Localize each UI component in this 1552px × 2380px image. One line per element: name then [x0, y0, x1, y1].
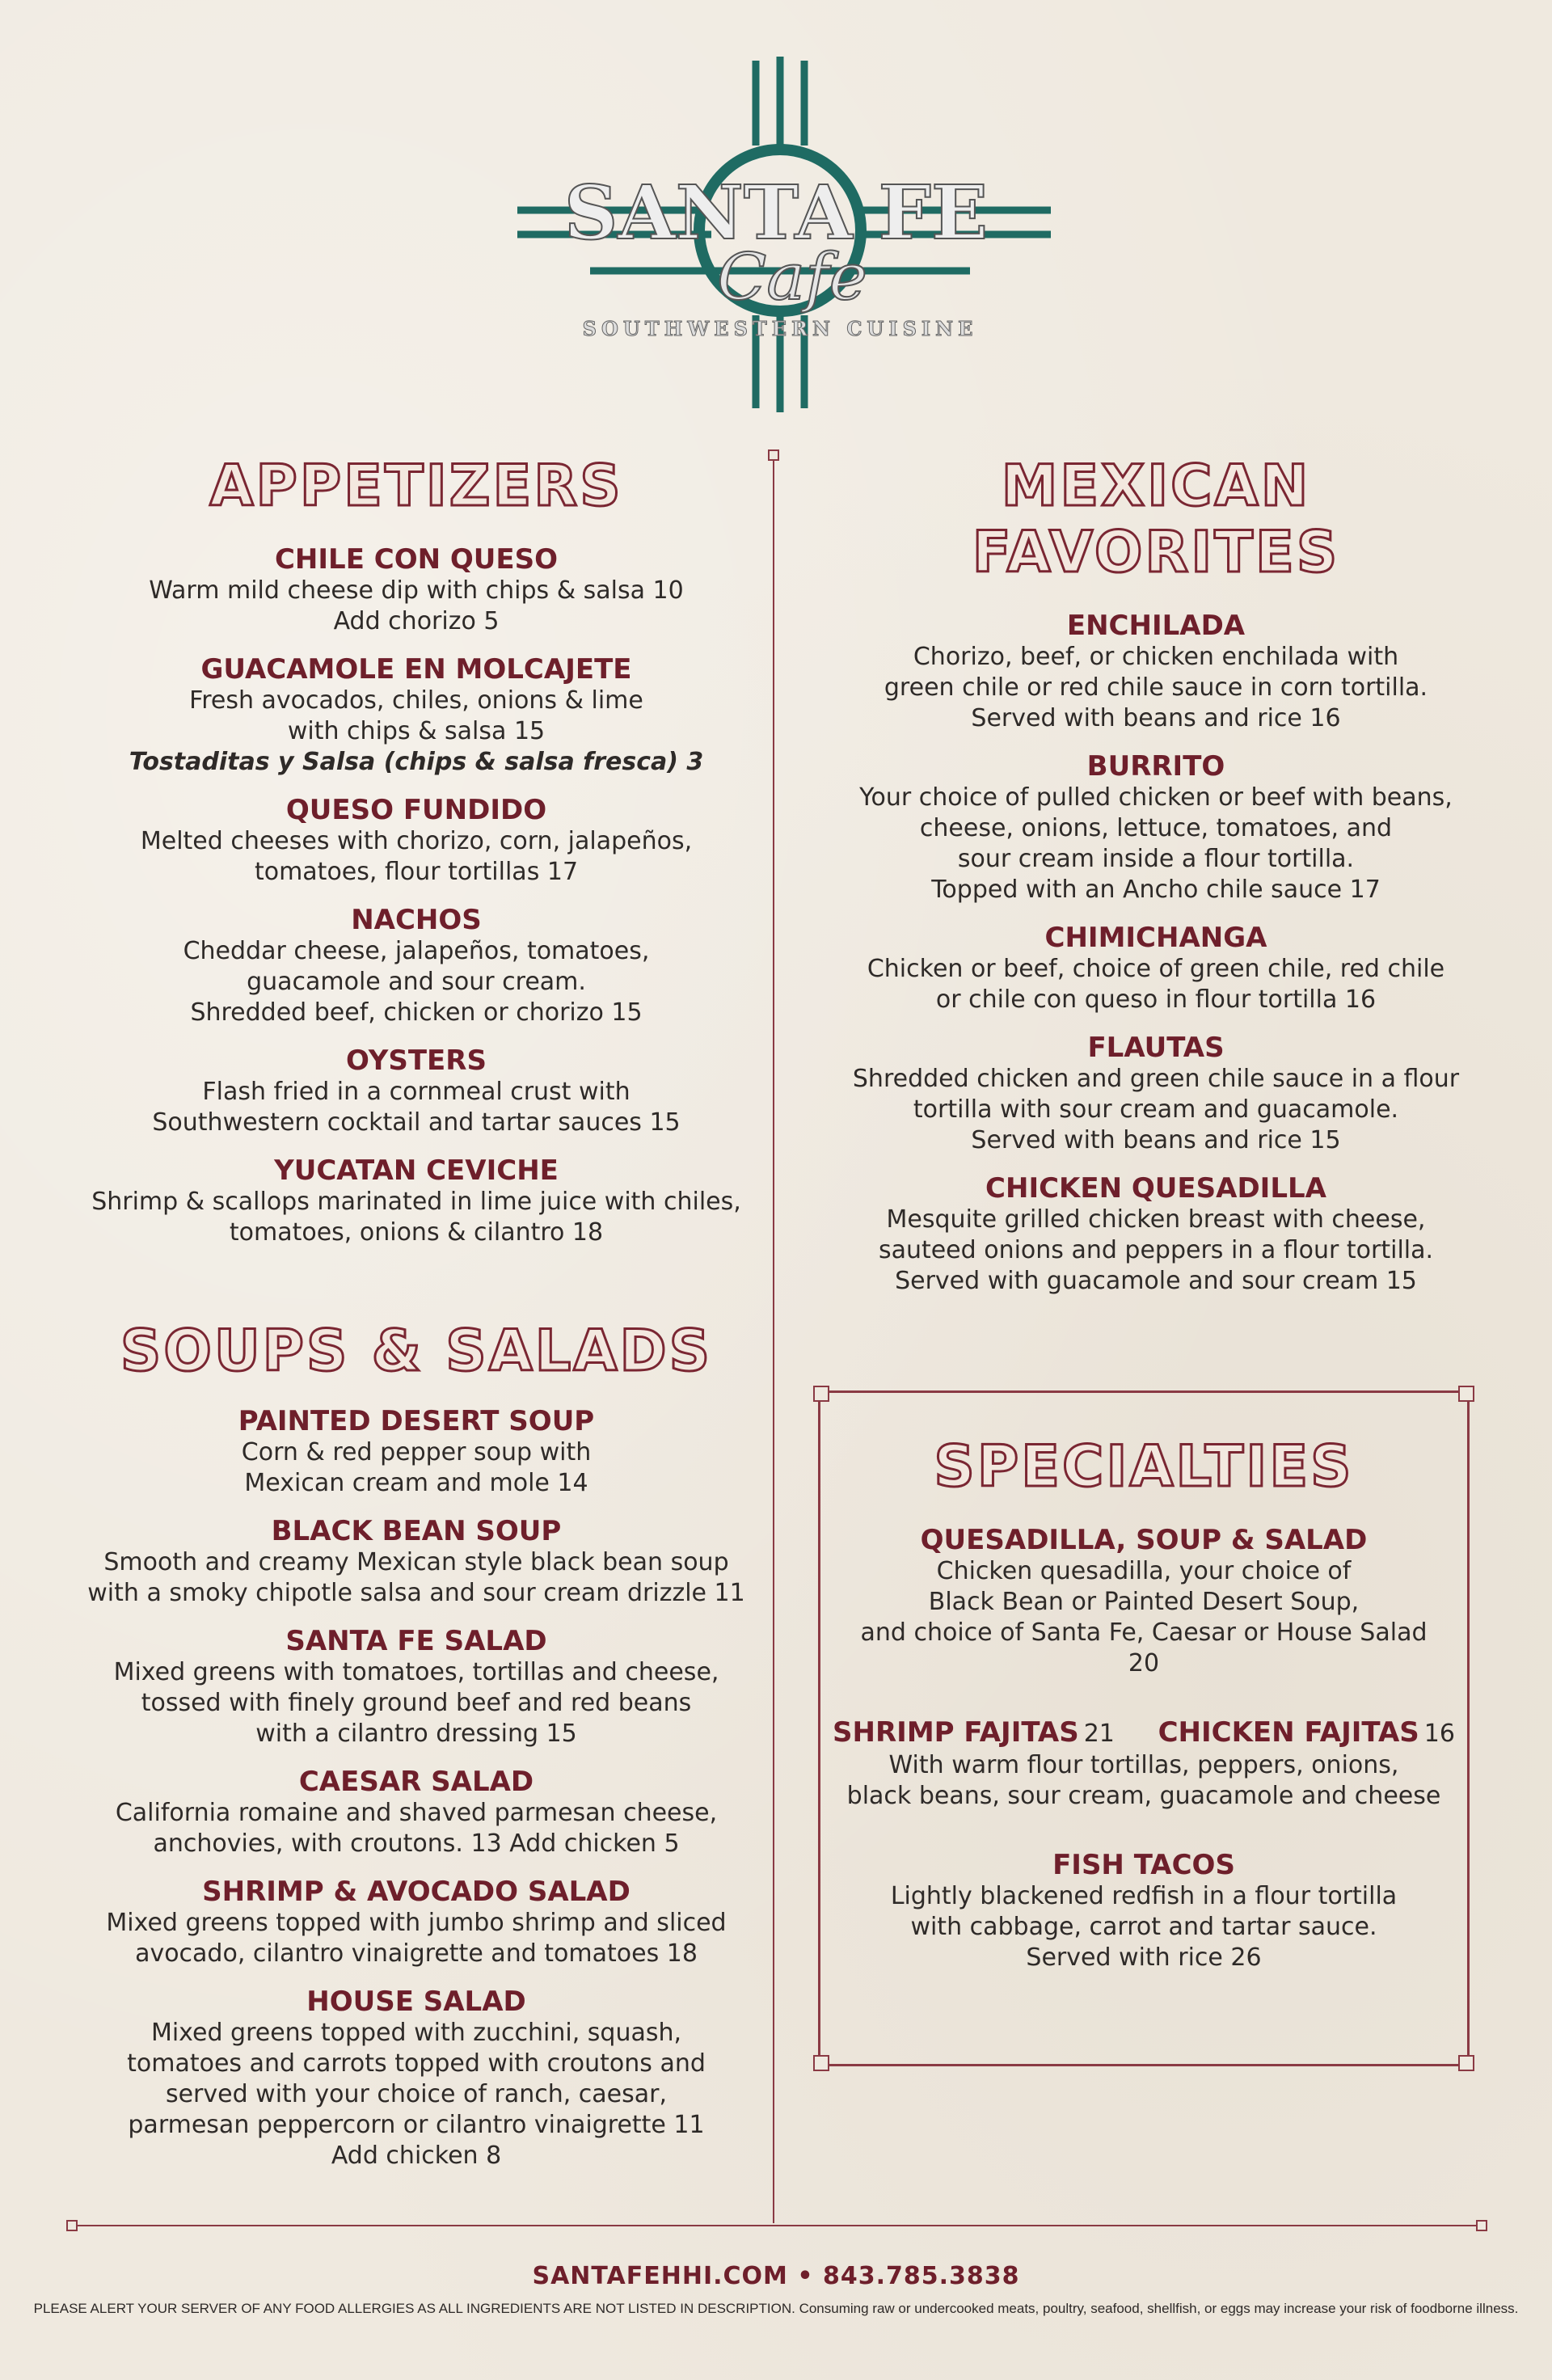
divider-dot-right	[1476, 2220, 1487, 2231]
item-desc-line: Melted cheeses with chorizo, corn, jalapeños,	[140, 827, 693, 855]
box-corner	[813, 2055, 829, 2071]
item-name: CHILE CON QUESO	[274, 543, 559, 576]
logo-name: SANTA FE	[563, 169, 989, 256]
appetizers-list	[48, 543, 784, 1248]
divider-dot-left	[66, 2220, 78, 2231]
item-name: FLAUTAS	[1087, 1032, 1225, 1064]
fajitas-row	[820, 1716, 1467, 1750]
item-desc-line: Served with guacamole and sour cream 15	[895, 1267, 1417, 1295]
box-corner	[813, 1386, 829, 1402]
item-desc-line: with cabbage, carrot and tartar sauce.	[910, 1913, 1377, 1941]
item-desc-line: or chile con queso in flour tortilla 16	[935, 985, 1377, 1014]
item-desc-line: green chile or red chile sauce in corn tortilla.	[884, 673, 1428, 702]
item-desc-line: Fresh avocados, chiles, onions & lime	[189, 686, 643, 715]
item-desc-line: Served with rice 26	[1026, 1943, 1262, 1972]
menu-item	[48, 1876, 784, 1969]
soups-section	[48, 1318, 784, 2188]
item-name: HOUSE SALAD	[306, 1985, 526, 2018]
appetizers-section	[48, 453, 784, 1264]
mexican-section	[808, 453, 1504, 1313]
item-desc-line: tomatoes, flour tortillas 17	[254, 858, 579, 886]
mexican-heading: MEXICAN FAVORITES	[972, 453, 1340, 585]
item-name: NACHOS	[351, 904, 482, 936]
item-name: ENCHILADA	[1066, 610, 1246, 642]
mexican-list	[808, 610, 1504, 1297]
item-name: BURRITO	[1086, 750, 1225, 783]
item-desc-line: Your choice of pulled chicken or beef with beans,	[859, 783, 1453, 812]
item-desc-line: Lightly blackened redfish in a flour tortilla	[890, 1882, 1398, 1910]
menu-item	[808, 610, 1504, 734]
santa-fe-logo	[469, 49, 1083, 420]
menu-item	[48, 653, 784, 778]
item-desc-line: tortilla with sour cream and guacamole.	[913, 1095, 1399, 1124]
item-desc-line: tomatoes and carrots topped with croutons and	[127, 2049, 706, 2078]
item-name: CHIMICHANGA	[1044, 922, 1267, 954]
item-desc-line: sauteed onions and peppers in a flour tortilla.	[878, 1236, 1434, 1264]
menu-item	[48, 1154, 784, 1248]
item-desc-line: Shredded beef, chicken or chorizo 15	[190, 998, 643, 1027]
item-desc-line: served with your choice of ranch, caesar,	[165, 2080, 668, 2108]
item-desc-line: Flash fried in a cornmeal crust with	[202, 1078, 630, 1106]
item-desc-line: Mixed greens with tomatoes, tortillas and cheese,	[113, 1658, 719, 1686]
item-name: QUESO FUNDIDO	[285, 794, 547, 826]
menu-item	[48, 1044, 784, 1138]
logo-script: Cafe	[717, 239, 867, 314]
item-desc-line: Chorizo, beef, or chicken enchilada with	[913, 643, 1399, 671]
menu-item	[808, 1172, 1504, 1297]
item-desc-line: Black Bean or Painted Desert Soup,	[928, 1588, 1360, 1616]
item-name: CHICKEN QUESADILLA	[985, 1172, 1326, 1205]
soups-heading: SOUPS & SALADS	[120, 1318, 713, 1384]
item-desc-line: with a smoky chipotle salsa and sour cream drizzle 11	[87, 1579, 745, 1607]
item-desc-line: Shrimp & scallops marinated in lime juice with chiles,	[91, 1188, 741, 1216]
item-desc-line: Southwestern cocktail and tartar sauces 15	[152, 1108, 681, 1137]
menu-item	[48, 1625, 784, 1749]
item-desc-line: Add chicken 8	[331, 2142, 502, 2170]
item-desc-line: Mixed greens topped with jumbo shrimp and sliced	[106, 1909, 727, 1937]
item-name: SHRIMP & AVOCADO SALAD	[202, 1876, 630, 1908]
item-name: SHRIMP FAJITAS	[833, 1716, 1079, 1749]
item-desc-line: tomatoes, onions & cilantro 18	[229, 1218, 604, 1247]
menu-item	[48, 904, 784, 1028]
item-name: CAESAR SALAD	[298, 1766, 534, 1798]
item-desc-line: California romaine and shaved parmesan cheese,	[115, 1799, 718, 1827]
menu-item	[820, 1849, 1467, 1973]
item-name: BLACK BEAN SOUP	[271, 1515, 562, 1547]
menu-item	[808, 750, 1504, 905]
item-desc-line: Served with beans and rice 16	[971, 704, 1341, 732]
menu-item	[48, 1405, 784, 1499]
item-desc-line: Corn & red pepper soup with	[241, 1438, 592, 1466]
item-desc-line: Shredded chicken and green chile sauce in a flour	[852, 1065, 1460, 1093]
menu-item	[48, 794, 784, 888]
menu-item	[48, 543, 784, 637]
box-corner	[1458, 1386, 1474, 1402]
item-desc-line: With warm flour tortillas, peppers, onions,	[888, 1751, 1399, 1779]
item-desc-line: parmesan peppercorn or cilantro vinaigrette 11	[128, 2111, 705, 2139]
item-name: YUCATAN CEVICHE	[274, 1154, 559, 1187]
item-name: FISH TACOS	[1052, 1849, 1235, 1881]
item-desc-line: and choice of Santa Fe, Caesar or House Salad	[860, 1618, 1428, 1647]
bottom-divider	[71, 2225, 1481, 2226]
box-corner	[1458, 2055, 1474, 2071]
item-desc-line: sour cream inside a flour tortilla.	[957, 845, 1355, 873]
item-desc-line: cheese, onions, lettuce, tomatoes, and	[919, 814, 1393, 842]
item-desc-line: Served with beans and rice 15	[971, 1126, 1341, 1154]
item-name: SANTA FE SALAD	[285, 1625, 547, 1657]
menu-item	[808, 1032, 1504, 1156]
footer-contact: SANTAFEHHI.COM • 843.785.3838	[532, 2262, 1020, 2290]
item-desc-line: with a cilantro dressing 15	[255, 1720, 577, 1748]
item-desc-line: Warm mild cheese dip with chips & salsa 10	[149, 576, 684, 605]
menu-item	[48, 1766, 784, 1859]
item-desc-line: Smooth and creamy Mexican style black bean soup	[103, 1548, 729, 1576]
item-desc-line: Chicken or beef, choice of green chile, red chile	[867, 955, 1445, 983]
logo-tagline: SOUTHWESTERN CUISINE	[582, 317, 978, 340]
item-desc-line: tossed with finely ground beef and red beans	[141, 1689, 692, 1717]
item-desc-line: with chips & salsa 15	[287, 717, 546, 745]
specialties-box	[818, 1390, 1470, 2066]
soups-list	[48, 1405, 784, 2171]
item-desc-line: black beans, sour cream, guacamole and cheese	[846, 1782, 1441, 1810]
item-price: 16	[1423, 1720, 1455, 1748]
menu-item	[820, 1716, 1467, 1812]
item-desc-line: Chicken quesadilla, your choice of	[936, 1557, 1352, 1585]
appetizers-heading: APPETIZERS	[209, 453, 623, 519]
item-name: PAINTED DESERT SOUP	[238, 1405, 595, 1437]
menu-item	[48, 1985, 784, 2171]
item-desc-line: Mesquite grilled chicken breast with cheese,	[886, 1205, 1426, 1234]
menu-item	[820, 1524, 1467, 1679]
allergy-notice: PLEASE ALERT YOUR SERVER OF ANY FOOD ALLERGIES AS ALL INGREDIENTS ARE NOT LISTED IN DESCRIPTION. Consuming raw or undercooked meats, poultry, seafood, shellfish, or eggs may increase your risk of foodborne illness.	[33, 2301, 1519, 2316]
specialties-heading: SPECIALTIES	[934, 1433, 1354, 1500]
item-desc-line: Mixed greens topped with zucchini, squash,	[150, 2019, 682, 2047]
item-desc-line: anchovies, with croutons. 13 Add chicken 5	[153, 1829, 680, 1858]
item-desc-line: Topped with an Ancho chile sauce 17	[931, 876, 1381, 904]
item-desc-line: Mexican cream and mole 14	[244, 1469, 588, 1497]
item-name: QUESADILLA, SOUP & SALAD	[920, 1524, 1368, 1556]
item-desc-line: Cheddar cheese, jalapeños, tomatoes,	[183, 937, 650, 965]
item-name: CHICKEN FAJITAS	[1158, 1716, 1419, 1749]
item-desc-line: guacamole and sour cream.	[247, 968, 586, 996]
item-price: 20	[1128, 1649, 1160, 1677]
menu-item	[48, 1515, 784, 1609]
item-desc-line: Add chorizo 5	[333, 607, 500, 635]
item-extra-line: Tostaditas y Salsa (chips & salsa fresca) 3	[129, 748, 704, 776]
item-price: 21	[1083, 1720, 1115, 1748]
item-name: OYSTERS	[346, 1044, 487, 1077]
menu-item	[808, 922, 1504, 1015]
item-desc-line: avocado, cilantro vinaigrette and tomatoes 18	[135, 1939, 698, 1968]
item-name: GUACAMOLE EN MOLCAJETE	[200, 653, 632, 686]
